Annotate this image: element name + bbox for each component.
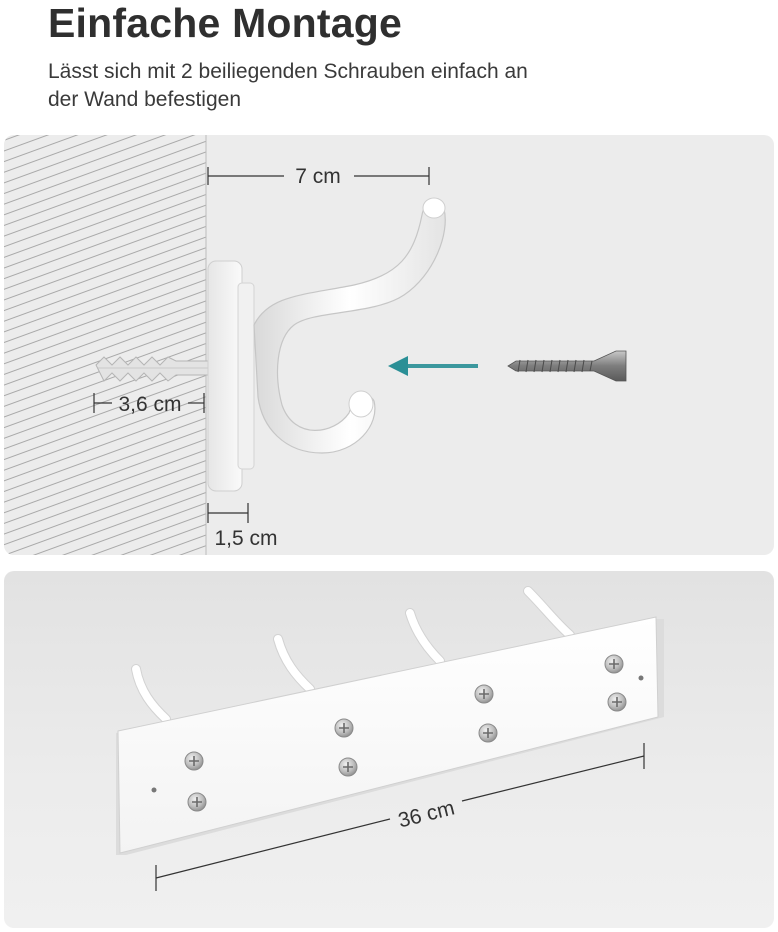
dimension-width [208, 165, 429, 188]
mounting-detail-panel [4, 135, 774, 555]
wall-section [4, 135, 206, 555]
rack-hook-2 [278, 639, 310, 689]
rack-illustration [4, 571, 774, 928]
dimension-anchor-label: 3,6 cm [118, 393, 182, 416]
rack-hook-1 [136, 669, 166, 719]
subtitle-line-1: Lässt sich mit 2 beiliegenden Schrauben einfach an [48, 60, 528, 83]
screw [508, 351, 626, 381]
rack-hook-3 [410, 613, 440, 661]
screw-head [479, 724, 497, 742]
hook-base-plate [208, 261, 254, 491]
screw-head [608, 693, 626, 711]
screw-head [188, 793, 206, 811]
mounting-detail-illustration [4, 135, 774, 555]
page-title: Einfache Montage [48, 0, 403, 46]
double-hook [254, 198, 445, 453]
screw-head [339, 758, 357, 776]
dimension-width-label: 7 cm [295, 165, 341, 188]
screw-head [185, 752, 203, 770]
page-subtitle [48, 58, 688, 114]
screw-head [605, 655, 623, 673]
dimension-length-label: 36 cm [395, 796, 457, 833]
dimension-thickness-label: 1,5 cm [214, 527, 278, 550]
rack-overview-panel [4, 571, 774, 928]
subtitle-line-2: der Wand befestigen [48, 88, 242, 111]
screw-head [335, 719, 353, 737]
screw-head [475, 685, 493, 703]
direction-arrow [388, 356, 478, 376]
rack-hook-4 [528, 591, 570, 635]
dimension-thickness [208, 503, 278, 550]
